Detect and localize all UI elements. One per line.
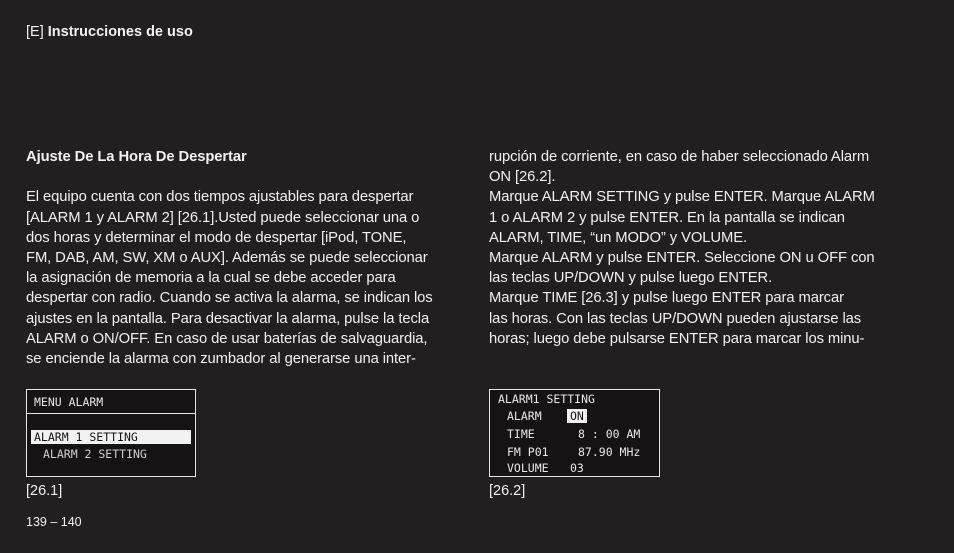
lcd-row-label: ALARM bbox=[507, 409, 542, 423]
body-line: Marque ALARM SETTING y pulse ENTER. Marque ALARM bbox=[489, 189, 875, 206]
page-header bbox=[26, 23, 193, 41]
lcd-menu-title: MENU ALARM bbox=[34, 395, 104, 409]
section-heading: Ajuste De La Hora De Despertar bbox=[26, 149, 247, 165]
body-line: ajustes en la pantalla. Para desactivar la alarma, pulse la tecla bbox=[26, 310, 430, 327]
body-line: [ALARM 1 y ALARM 2] [26.1].Usted puede seleccionar una o bbox=[26, 209, 420, 226]
lcd-setting-title: ALARM1 SETTING bbox=[498, 392, 595, 406]
body-line: despertar con radio. Cuando se activa la alarma, se indican los bbox=[26, 290, 433, 307]
body-line: 1 o ALARM 2 y pulse ENTER. En la pantalla se indican bbox=[489, 209, 845, 226]
lcd-row-value: 03 bbox=[570, 461, 584, 475]
body-line: Marque ALARM y pulse ENTER. Seleccione ON u OFF con bbox=[489, 250, 875, 267]
lcd-option-alarm-1-selected: ALARM 1 SETTING bbox=[31, 430, 191, 444]
lcd-row-value-highlighted: ON bbox=[567, 409, 587, 423]
right-text-column bbox=[489, 147, 909, 349]
lcd-row-label: FM P01 bbox=[507, 445, 549, 459]
body-line: horas; luego debe pulsarse ENTER para marcar los minu- bbox=[489, 330, 865, 347]
lcd-row-label: TIME bbox=[507, 427, 535, 441]
lcd-row-label: VOLUME bbox=[507, 461, 549, 475]
page-numbers: 139 – 140 bbox=[26, 515, 82, 529]
body-line: FM, DAB, AM, SW, XM o AUX]. Además se puede seleccionar bbox=[26, 250, 428, 266]
body-line: se enciende la alarma con zumbador al generarse una inter- bbox=[26, 351, 416, 368]
body-line: las teclas UP/DOWN y pulse luego ENTER. bbox=[489, 270, 773, 287]
body-line: ON [26.2]. bbox=[489, 169, 556, 186]
body-line: dos horas y determinar el modo de despertar [iPod, TONE, bbox=[26, 229, 407, 246]
figure-caption-26-2: [26.2] bbox=[489, 483, 526, 499]
header-prefix: [E] bbox=[26, 24, 44, 40]
lcd-row-value: 87.90 MHz bbox=[578, 445, 641, 459]
header-title: Instrucciones de uso bbox=[47, 24, 193, 40]
body-line: ALARM o ON/OFF. En caso de usar baterías de salvaguardia, bbox=[26, 330, 428, 347]
lcd-option-alarm-2: ALARM 2 SETTING bbox=[43, 447, 147, 461]
body-line: las horas. Con las teclas UP/DOWN pueden ajustarse las bbox=[489, 310, 862, 327]
body-line: Marque TIME [26.3] y pulse luego ENTER para marcar bbox=[489, 290, 844, 307]
lcd-menu-alarm-figure bbox=[26, 389, 196, 477]
left-text-column bbox=[26, 147, 466, 369]
figure-caption-26-1: [26.1] bbox=[26, 483, 63, 499]
body-line: ALARM, TIME, “un MODO” y VOLUME. bbox=[489, 229, 747, 246]
body-line: El equipo cuenta con dos tiempos ajustables para despertar bbox=[26, 189, 414, 206]
lcd-divider bbox=[27, 413, 195, 414]
lcd-row-value: 8 : 00 AM bbox=[578, 427, 641, 441]
lcd-alarm-setting-figure bbox=[489, 389, 660, 477]
body-line: la asignación de memoria a la cual se debe acceder para bbox=[26, 270, 396, 287]
body-line: rupción de corriente, en caso de haber seleccionado Alarm bbox=[489, 149, 870, 165]
